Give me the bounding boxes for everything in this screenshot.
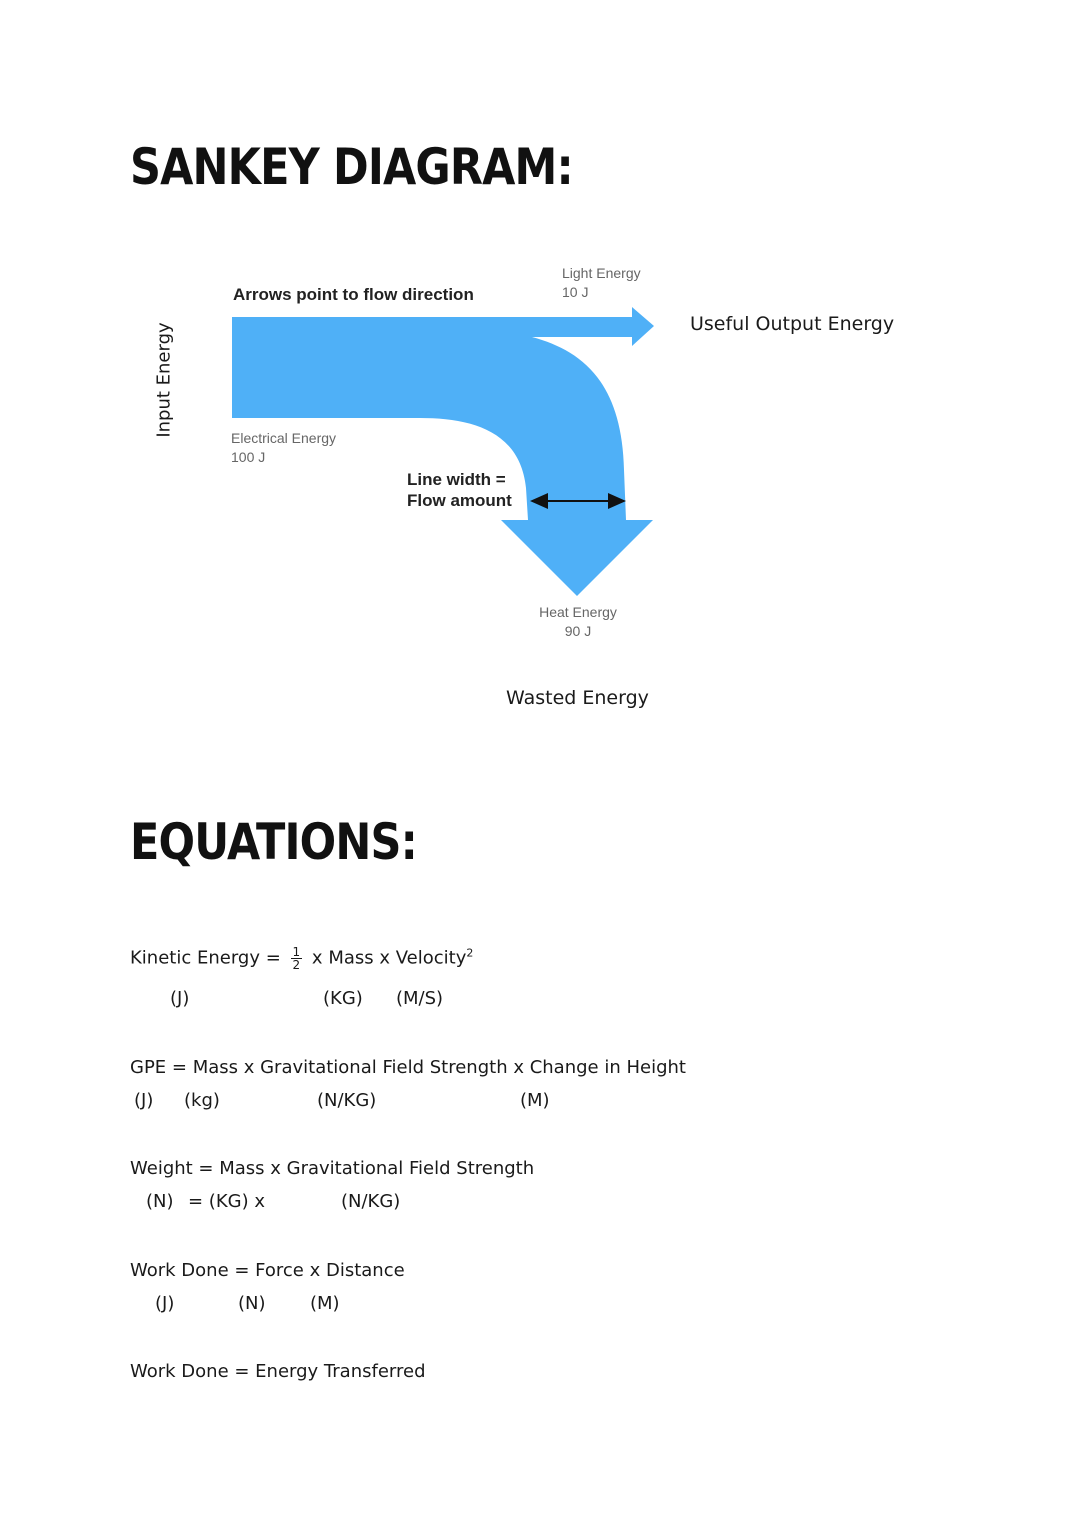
- kinetic-velocity: Velocity: [395, 947, 467, 969]
- weight-unit-n: (N): [146, 1191, 174, 1212]
- kinetic-mass: Mass: [328, 947, 374, 969]
- input-energy-label: Input Energy: [153, 322, 175, 438]
- weight-equation: Weight = Mass x Gravitational Field Strength: [130, 1158, 535, 1179]
- fraction-numerator: 1: [292, 945, 301, 959]
- electrical-energy-name: Electrical Energy: [231, 430, 337, 446]
- gpe-unit-kg: (kg): [184, 1090, 220, 1111]
- work-done-equation: Work Done = Force x Distance: [130, 1260, 405, 1281]
- light-energy-label: [562, 264, 641, 302]
- fraction-denominator: 2: [292, 958, 301, 972]
- heat-energy-label: [536, 603, 620, 641]
- flow-direction-note: Arrows point to flow direction: [233, 285, 474, 304]
- kinetic-energy-equation: [130, 946, 473, 971]
- line-width-note-line2: Flow amount: [407, 491, 512, 510]
- wasted-energy-label: Wasted Energy: [506, 687, 649, 709]
- gpe-unit-nkg: (N/KG): [317, 1090, 377, 1111]
- work-energy-equation: Work Done = Energy Transferred: [130, 1361, 426, 1382]
- gpe-equation: GPE = Mass x Gravitational Field Strength x Change in Height: [130, 1057, 686, 1078]
- velocity-squared: 2: [466, 946, 474, 960]
- electrical-energy-value: 100 J: [231, 449, 266, 465]
- sankey-heading: SANKEY DIAGRAM:: [130, 138, 573, 196]
- work-unit-m: (M): [310, 1293, 340, 1314]
- useful-output-label: Useful Output Energy: [690, 313, 895, 335]
- kinetic-unit-ms: (M/S): [396, 988, 444, 1009]
- light-energy-name: Light Energy: [562, 265, 641, 281]
- heat-energy-name: Heat Energy: [539, 604, 617, 620]
- kinetic-times-2: x: [379, 947, 391, 969]
- kinetic-equals: =: [265, 947, 281, 969]
- line-width-note: [407, 469, 512, 511]
- line-width-note-line1: Line width =: [407, 470, 506, 489]
- gpe-unit-m: (M): [520, 1090, 550, 1111]
- equations-heading: EQUATIONS:: [130, 813, 417, 871]
- kinetic-left: Kinetic Energy: [130, 947, 260, 969]
- weight-unit-mid: = (KG) x: [188, 1191, 265, 1212]
- gpe-unit-j: (J): [134, 1090, 154, 1111]
- kinetic-unit-j: (J): [170, 988, 190, 1009]
- heat-energy-value: 90 J: [564, 623, 592, 639]
- light-energy-value: 10 J: [562, 284, 589, 300]
- work-unit-j: (J): [155, 1293, 175, 1314]
- weight-unit-nkg: (N/KG): [341, 1191, 401, 1212]
- half-fraction: [291, 946, 303, 971]
- kinetic-unit-kg: (KG): [323, 988, 363, 1009]
- work-unit-n: (N): [238, 1293, 266, 1314]
- kinetic-times-1: x: [311, 947, 323, 969]
- electrical-energy-label: [231, 429, 336, 467]
